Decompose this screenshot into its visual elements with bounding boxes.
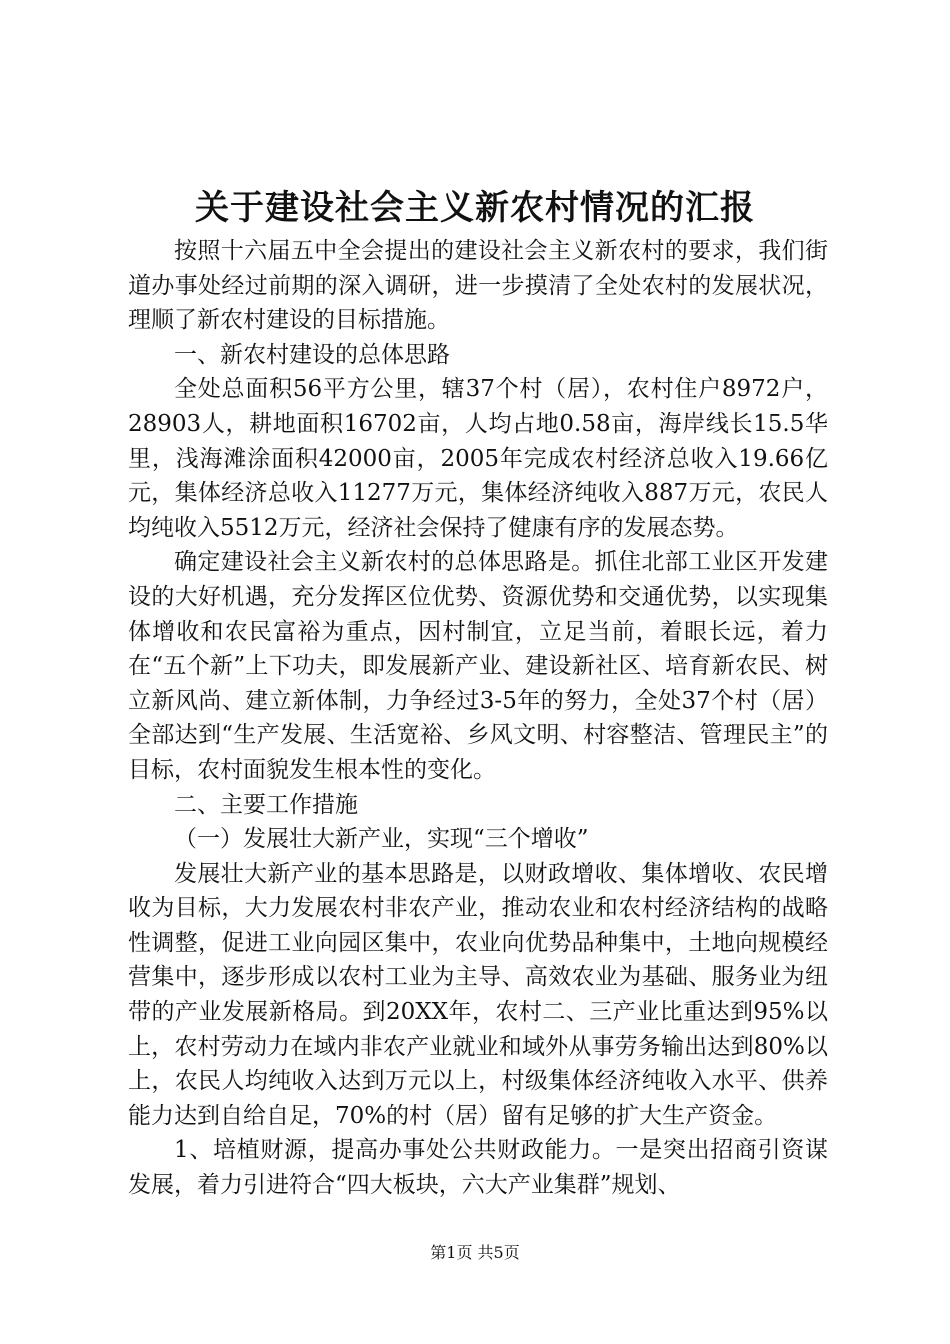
- section-heading-2: 二、主要工作措施: [174, 791, 358, 818]
- section-heading-1: 一、新农村建设的总体思路: [174, 341, 450, 368]
- paragraph-intro: 按照十六届五中全会提出的建设社会主义新农村的要求，我们街道办事处经过前期的深入调研，进一步摸清了全处农村的发展状况，理顺了新农村建设的目标措施。: [128, 238, 828, 334]
- document-title: 关于建设社会主义新农村情况的汇报: [195, 188, 755, 228]
- subsection-heading-1: （一）发展壮大新产业，实现“三个增收”: [174, 826, 589, 853]
- paragraph-finance: 1、培植财源，提高办事处公共财政能力。一是突出招商引资谋发展，着力引进符合“四大板块，六大产业集群”规划、: [128, 1137, 828, 1199]
- paragraph-approach: 确定建设社会主义新农村的总体思路是。抓住北部工业区开发建设的大好机遇，充分发挥区位优势、资源优势和交通优势，以实现集体增收和农民富裕为重点，因村制宜，立足当前，着眼长远，着力在“五个新”上下功夫，即发展新产业、建设新社区、培育新农民、树立新风尚、建立新体制，力争经过3-5年的努力，全处37个村（居）全部达到“生产发展、生活宽裕、乡风文明、村容整洁、管理民主”的目标，农村面貌发生根本性的变化。: [128, 549, 828, 783]
- page-number: 第1页 共5页: [430, 1243, 520, 1262]
- document-body: [128, 234, 828, 1203]
- paragraph-overview: 全处总面积56平方公里，辖37个村（居），农村住户8972户，28903人，耕地面积16702亩，人均占地0.58亩，海岸线长15.5华里，浅海滩涂面积42000亩，2005年完成农村经济总收入19.66亿元，集体经济总收入11277万元，集体经济纯收入887万元，农民人均纯收入5512万元，经济社会保持了健康有序的发展态势。: [128, 376, 828, 541]
- paragraph-industry: 发展壮大新产业的基本思路是，以财政增收、集体增收、农民增收为目标，大力发展农村非农产业，推动农业和农村经济结构的战略性调整，促进工业向园区集中，农业向优势品种集中，土地向规模经营集中，逐步形成以农村工业为主导、高效农业为基础、服务业为纽带的产业发展新格局。到20XX年，农村二、三产业比重达到95%以上，农村劳动力在域内非农产业就业和域外从事劳务输出达到80%以上，农民人均纯收入达到万元以上，村级集体经济纯收入水平、供养能力达到自给自足，70%的村（居）留有足够的扩大生产资金。: [128, 860, 828, 1129]
